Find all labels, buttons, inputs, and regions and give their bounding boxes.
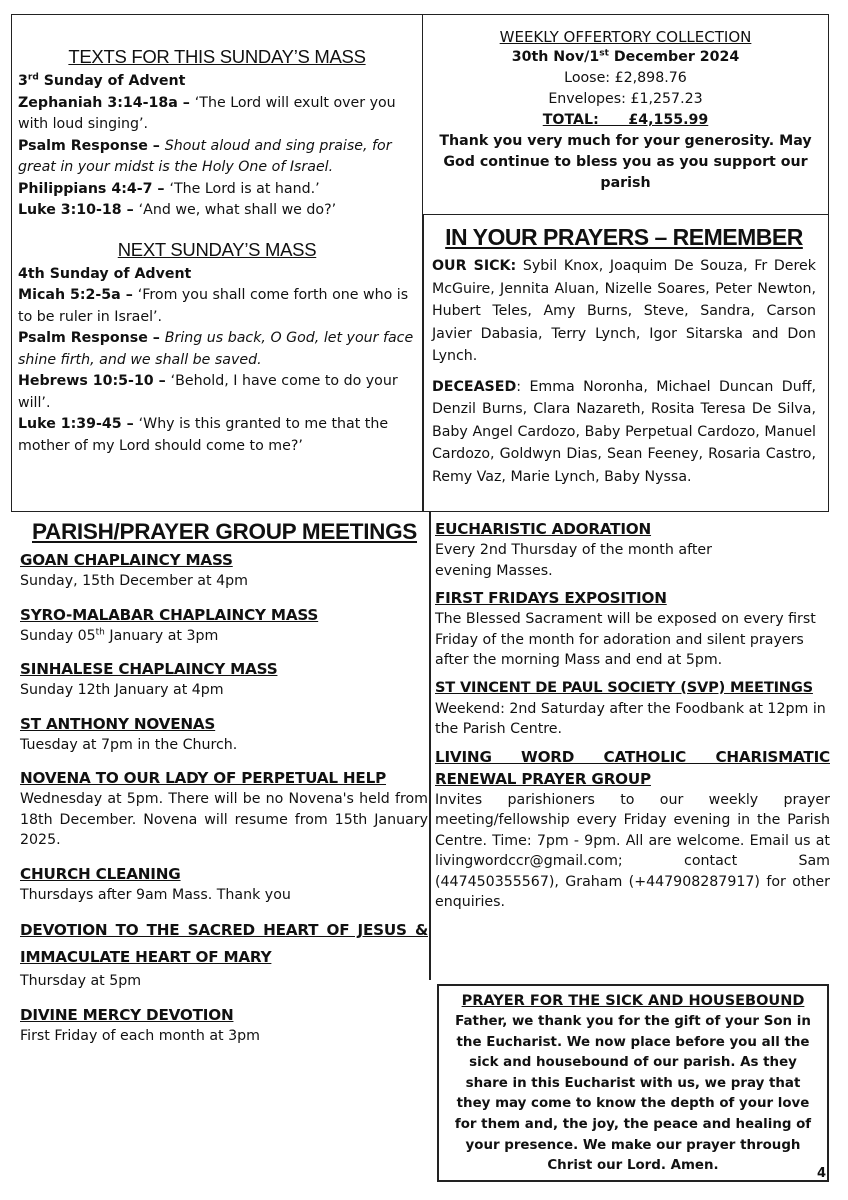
offertory-total: TOTAL: £4,155.99 bbox=[542, 112, 709, 128]
next-reading-1: Micah 5:2-5a – ‘From you shall come forth one who is to be ruler in Israel’. bbox=[18, 287, 409, 325]
meeting-text: Sunday 05th January at 3pm bbox=[20, 626, 219, 644]
this-sunday-heading: TEXTS FOR THIS SUNDAY’S MASS bbox=[68, 46, 366, 67]
event-item bbox=[435, 518, 830, 581]
meeting-item bbox=[20, 658, 428, 701]
meeting-title: SINHALESE CHAPLAINCY MASS bbox=[20, 660, 278, 678]
next-reading-4: Luke 1:39-45 – ‘Why is this granted to me that the mother of my Lord should come to me?’ bbox=[18, 416, 389, 454]
meetings-column bbox=[20, 518, 428, 1058]
prayers-heading: IN YOUR PRAYERS – REMEMBER bbox=[445, 224, 803, 250]
next-reading-3: Hebrews 10:5-10 – ‘Behold, I have come to do your will’. bbox=[18, 373, 398, 411]
prayer-for-sick-box bbox=[437, 984, 829, 1182]
meeting-text: Tuesday at 7pm in the Church. bbox=[20, 736, 238, 753]
meeting-title: NOVENA TO OUR LADY OF PERPETUAL HELP bbox=[20, 769, 387, 787]
reading-3: Philippians 4:4-7 – ‘The Lord is at hand.’ bbox=[18, 180, 320, 197]
prayer-box-heading: PRAYER FOR THE SICK AND HOUSEBOUND bbox=[461, 993, 805, 1009]
event-text: Invites parishioners to our weekly prayer meeting/fellowship every Friday evening in the Parish Centre. Time: 7pm - 9pm. All are welcome. Email us at livingwordccr@gmail.com; contact Sam (447450355567), Graham (+447908287917) for other enquiries. bbox=[435, 791, 830, 910]
deceased-list: DECEASED: Emma Noronha, Michael Duncan Duff, Denzil Burns, Clara Nazareth, Rosita Teresa De Silva, Baby Angel Cardozo, Baby Perpetual Cardozo, Manuel Cardozo, Goldwyn Dias, Sean Feeney, Rosaria Castro, Remy Vaz, Marie Lynch, Baby Nyssa. bbox=[432, 378, 816, 485]
meeting-title: ST ANTHONY NOVENAS bbox=[20, 714, 216, 733]
meeting-item bbox=[20, 863, 428, 906]
event-title: LIVING WORD CATHOLIC CHARISMATIC RENEWAL PRAYER GROUP bbox=[435, 747, 830, 788]
meeting-title: GOAN CHAPLAINCY MASS bbox=[20, 551, 233, 569]
meeting-text: First Friday of each month at 3pm bbox=[20, 1027, 260, 1044]
meeting-title: SYRO-MALABAR CHAPLAINCY MASS bbox=[20, 605, 319, 624]
event-title: EUCHARISTIC ADORATION bbox=[435, 520, 652, 538]
event-text: Weekend: 2nd Saturday after the Foodbank at 12pm in the Parish Centre. bbox=[435, 700, 826, 737]
column-divider bbox=[429, 512, 431, 980]
event-item bbox=[435, 677, 830, 740]
offertory-loose: Loose: £2,898.76 bbox=[564, 70, 687, 86]
meeting-item bbox=[20, 713, 428, 756]
meeting-text: Thursday at 5pm bbox=[20, 973, 142, 989]
sick-list: OUR SICK: Sybil Knox, Joaquim De Souza, Fr Derek McGuire, Jennita Aluan, Nizelle Soares, Peter Newton, Hubert Teles, Amy Burns, Steve, Sandra, Carson Javier Dabasia, Terry Lynch, Igor Sitarska and Don Lynch. bbox=[432, 258, 816, 364]
offertory-heading: WEEKLY OFFERTORY COLLECTION bbox=[499, 28, 752, 46]
this-sunday-title: 3rd Sunday of Advent bbox=[18, 72, 186, 89]
prayers-panel bbox=[423, 214, 829, 512]
offertory-panel bbox=[423, 14, 829, 214]
meetings-heading: PARISH/PRAYER GROUP MEETINGS bbox=[32, 519, 418, 544]
event-text: Every 2nd Thursday of the month after evening Masses. bbox=[435, 542, 712, 579]
meeting-item bbox=[20, 1004, 428, 1047]
meeting-title: CHURCH CLEANING bbox=[20, 864, 181, 883]
offertory-envelopes: Envelopes: £1,257.23 bbox=[548, 91, 703, 107]
meeting-text: Wednesday at 5pm. There will be no Novena's held from 18th December. Novena will resume from 15th January 2025. bbox=[20, 791, 428, 848]
meeting-text: Sunday 12th January at 4pm bbox=[20, 682, 224, 698]
event-title: FIRST FRIDAYS EXPOSITION bbox=[435, 589, 667, 607]
reading-2: Psalm Response – Shout aloud and sing praise, for great in your midst is the Holy One of Israel. bbox=[18, 137, 392, 175]
next-sunday-title: 4th Sunday of Advent bbox=[18, 265, 192, 282]
meeting-item bbox=[20, 917, 428, 992]
page-number: 4 bbox=[817, 1166, 827, 1181]
reading-4: Luke 3:10-18 – ‘And we, what shall we do?’ bbox=[18, 202, 337, 218]
reading-1: Zephaniah 3:14-18a – ‘The Lord will exult over you with loud singing’. bbox=[18, 94, 396, 132]
meeting-item bbox=[20, 767, 428, 851]
offertory-date: 30th Nov/1st December 2024 bbox=[511, 48, 740, 65]
event-item bbox=[435, 587, 830, 671]
event-text: The Blessed Sacrament will be exposed on every first Friday of the month for adoration and silent prayers after the morning Mass and end at 5pm. bbox=[435, 611, 816, 668]
meeting-item bbox=[20, 549, 428, 592]
meeting-title: DIVINE MERCY DEVOTION bbox=[20, 1005, 234, 1024]
right-column bbox=[435, 518, 830, 919]
next-reading-2: Psalm Response – Bring us back, O God, let your face shine firth, and we shall be saved. bbox=[18, 330, 414, 368]
next-sunday-heading: NEXT SUNDAY’S MASS bbox=[117, 238, 317, 260]
event-title: ST VINCENT DE PAUL SOCIETY (SVP) MEETINGS bbox=[435, 678, 813, 696]
meeting-item bbox=[20, 604, 428, 647]
prayer-box-text: Father, we thank you for the gift of your Son in the Eucharist. We now place before you all the sick and housebound of our parish. As they share in this Eucharist with us, we pray that they may come to know the depth of your love for them and, the joy, the peace and healing of your presence. We make our prayer through Christ our Lord. Amen. bbox=[454, 1014, 812, 1174]
meeting-text: Sunday, 15th December at 4pm bbox=[20, 573, 248, 589]
mass-readings-panel bbox=[11, 14, 423, 512]
offertory-thanks: Thank you very much for your generosity. May God continue to bless you as you support our parish bbox=[439, 133, 812, 191]
event-item bbox=[435, 746, 830, 913]
meeting-title: DEVOTION TO THE SACRED HEART OF JESUS & IMMACULATE HEART OF MARY bbox=[20, 921, 428, 966]
meeting-text: Thursdays after 9am Mass. Thank you bbox=[20, 886, 291, 903]
